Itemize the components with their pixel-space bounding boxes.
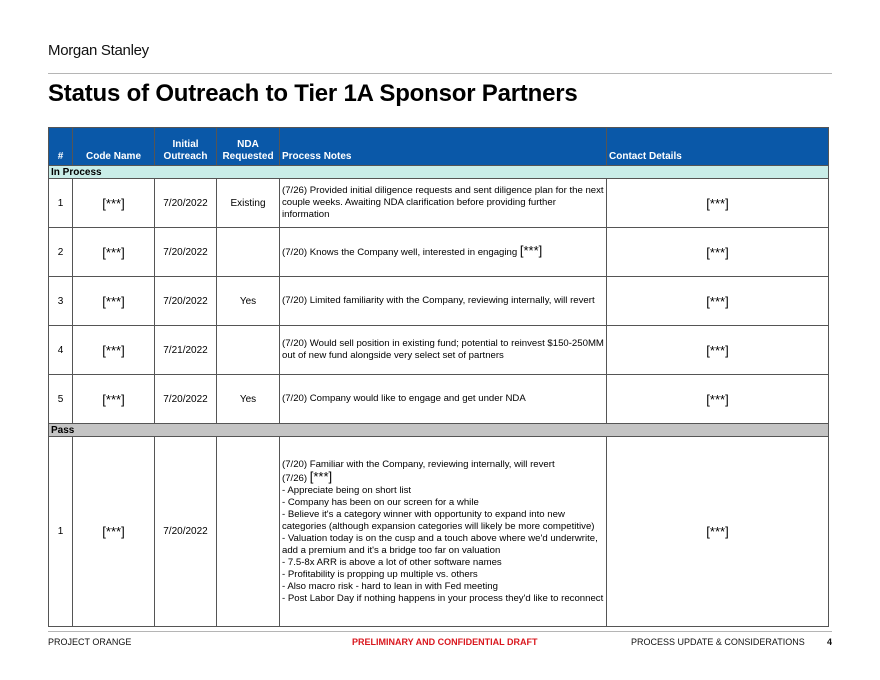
row-nda-requested: Yes	[217, 277, 280, 326]
row-code-name: [***]	[73, 375, 155, 424]
row-number: 4	[49, 326, 73, 375]
notes-line: - Company has been on our screen for a while	[282, 496, 479, 508]
notes-line: (7/20) Familiar with the Company, reviewing internally, will revert	[282, 458, 555, 470]
notes-line: - Also macro risk - hard to lean in with Fed meeting	[282, 580, 498, 592]
row-process-notes	[280, 437, 607, 627]
row-initial-outreach: 7/20/2022	[155, 228, 217, 277]
row-process-notes: (7/20) Limited familiarity with the Company, reviewing internally, will revert	[280, 277, 607, 326]
row-nda-requested	[217, 228, 280, 277]
row-nda-requested	[217, 437, 280, 627]
table-row	[49, 437, 829, 627]
header-nda-requested: NDA Requested	[217, 128, 280, 166]
row-initial-outreach: 7/21/2022	[155, 326, 217, 375]
row-nda-requested	[217, 326, 280, 375]
header-divider	[48, 73, 832, 74]
row-nda-requested: Yes	[217, 375, 280, 424]
header-process-notes: Process Notes	[280, 128, 607, 166]
section-label: In Process	[49, 166, 829, 179]
brand-logo: Morgan Stanley	[48, 42, 149, 59]
notes-line: - 7.5-8x ARR is above a lot of other software names	[282, 556, 502, 568]
page-number: 4	[827, 637, 833, 647]
table-row	[49, 326, 829, 375]
row-contact-details: [***]	[607, 437, 829, 627]
row-nda-requested: Existing	[217, 179, 280, 228]
notes-text: (7/26)	[282, 472, 308, 484]
row-number: 3	[49, 277, 73, 326]
notes-text: (7/20) Knows the Company well, interested in engaging	[282, 247, 518, 258]
notes-line: - Valuation today is on the cusp and a touch above where we'd underwrite, add a premium and it's a bridge too far on valuation	[282, 532, 598, 556]
row-initial-outreach: 7/20/2022	[155, 437, 217, 627]
row-code-name: [***]	[73, 179, 155, 228]
row-code-name: [***]	[73, 437, 155, 627]
notes-line	[282, 468, 604, 485]
row-number: 1	[49, 437, 73, 627]
table-header-row	[49, 128, 829, 166]
redacted-tag: [***]	[309, 468, 333, 484]
section-label: Pass	[49, 424, 829, 437]
header-contact-details: Contact Details	[607, 128, 829, 166]
notes-line: - Appreciate being on short list	[282, 484, 412, 496]
row-process-notes	[280, 228, 607, 277]
header-code-name: Code Name	[73, 128, 155, 166]
row-number: 2	[49, 228, 73, 277]
outreach-table	[48, 127, 829, 627]
footer-divider	[48, 631, 832, 632]
row-process-notes: (7/20) Company would like to engage and get under NDA	[280, 375, 607, 424]
row-code-name: [***]	[73, 228, 155, 277]
notes-line: - Post Labor Day if nothing happens in your process they'd like to reconnect	[282, 592, 604, 604]
notes-line: - Believe it's a category winner with opportunity to expand into new categories (although expansion categories will likely be more competitive)	[282, 508, 595, 532]
redacted-tag: [***]	[519, 243, 543, 258]
section-in-process	[49, 166, 829, 179]
section-pass	[49, 424, 829, 437]
footer-section: PROCESS UPDATE & CONSIDERATIONS	[631, 637, 805, 647]
header-num: #	[49, 128, 73, 166]
row-initial-outreach: 7/20/2022	[155, 179, 217, 228]
table-row	[49, 228, 829, 277]
row-number: 5	[49, 375, 73, 424]
row-contact-details: [***]	[607, 179, 829, 228]
row-code-name: [***]	[73, 326, 155, 375]
notes-line: - Profitability is propping up multiple vs. others	[282, 568, 478, 580]
row-contact-details: [***]	[607, 277, 829, 326]
footer-draft-label: PRELIMINARY AND CONFIDENTIAL DRAFT	[352, 637, 538, 647]
row-number: 1	[49, 179, 73, 228]
table-row	[49, 179, 829, 228]
row-contact-details: [***]	[607, 375, 829, 424]
row-contact-details: [***]	[607, 326, 829, 375]
row-initial-outreach: 7/20/2022	[155, 375, 217, 424]
row-contact-details: [***]	[607, 228, 829, 277]
row-process-notes: (7/26) Provided initial diligence requests and sent diligence plan for the next couple weeks. Awaiting NDA clarification before providing further information	[280, 179, 607, 228]
row-code-name: [***]	[73, 277, 155, 326]
header-initial-outreach: Initial Outreach	[155, 128, 217, 166]
table-row	[49, 375, 829, 424]
page-title: Status of Outreach to Tier 1A Sponsor Partners	[48, 80, 578, 107]
row-initial-outreach: 7/20/2022	[155, 277, 217, 326]
footer-project: PROJECT ORANGE	[48, 637, 132, 647]
row-process-notes: (7/20) Would sell position in existing fund; potential to reinvest $150-250MM out of new fund alongside very select set of partners	[280, 326, 607, 375]
table-row	[49, 277, 829, 326]
